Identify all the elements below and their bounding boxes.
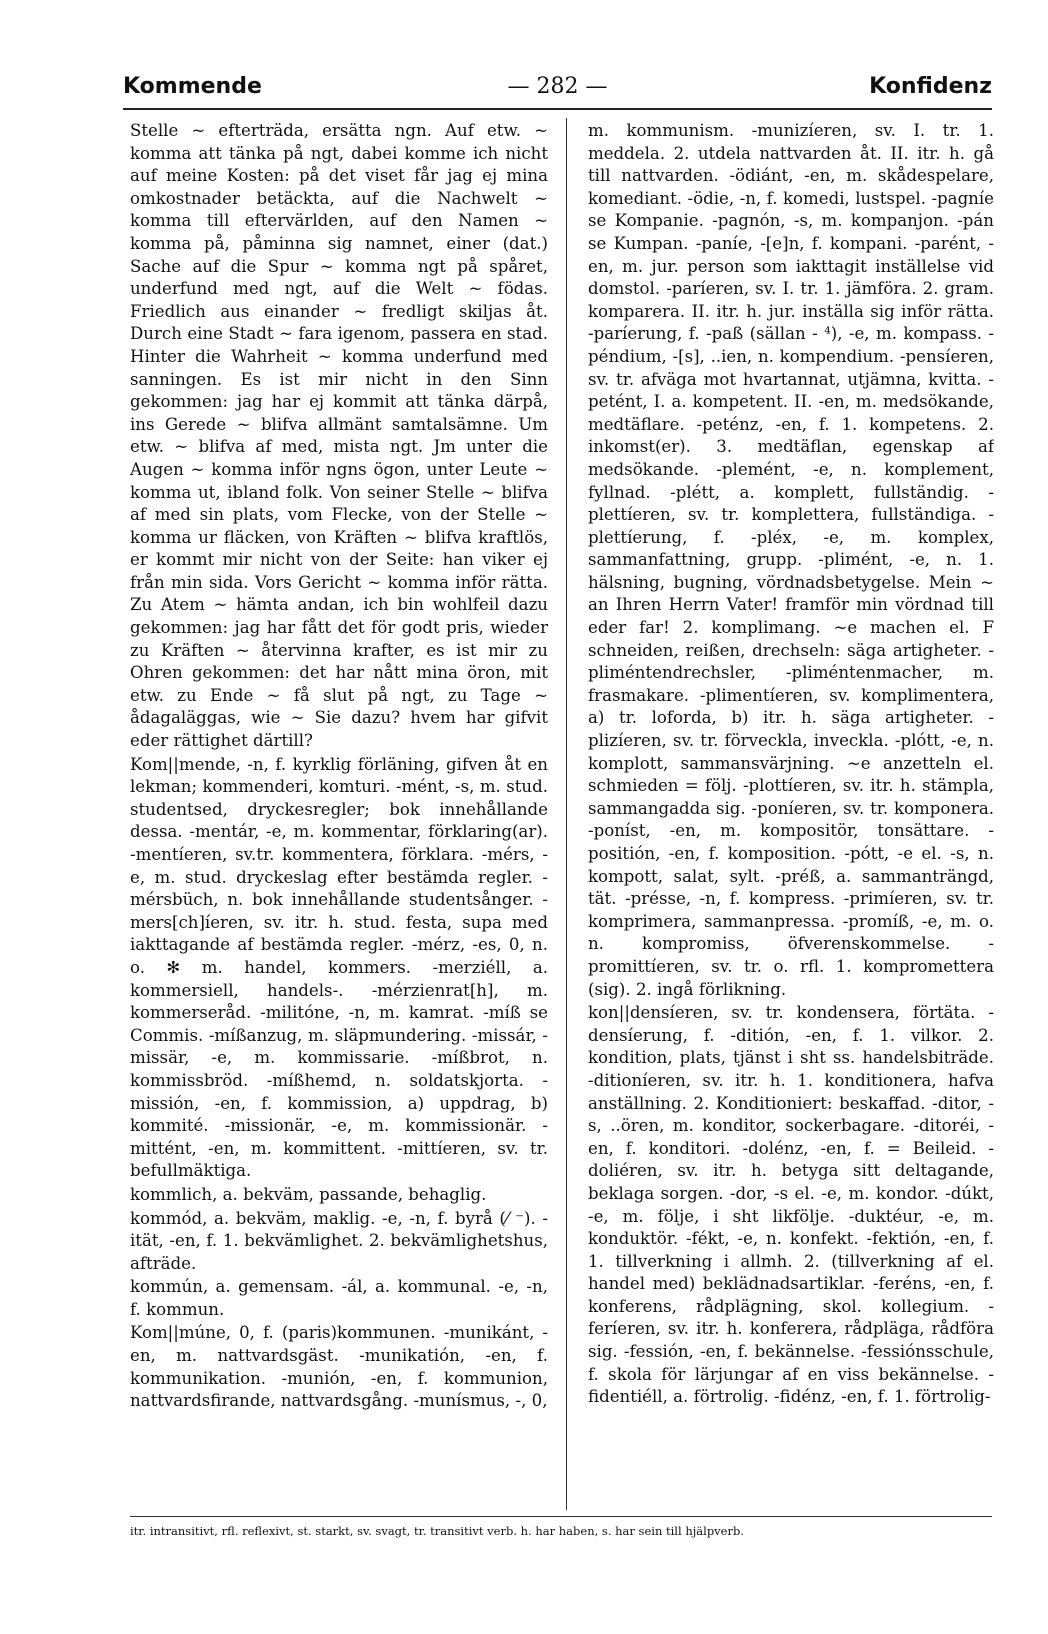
entry-paragraph: kommlich, a. bekväm, passande, behaglig. xyxy=(130,1184,487,1204)
page-header xyxy=(123,66,992,110)
header-rule xyxy=(123,108,992,110)
page-number: — 282 — xyxy=(507,74,608,99)
entry-paragraph: kon||densíeren, sv. tr. kondensera, förtäta. -densíerung, f. -ditión, -en, f. 1. vilkor. 2. kondition, plats, tjänst i sht ss. handelsbiträde. -ditioníeren, sv. itr. h. 1. konditionera, hafva anställning. 2. Konditioniert: beskaffad. -ditor, -s, ..ören, m. konditor, sockerbagare. -ditoréi, -en, f. konditori. -dolénz, -en, f. = Beileid. -doliéren, sv. itr. h. betyga sitt deltagande, beklaga sorgen. -dor, -s el. -e, m. kondor. -dúkt, -e, m. följe, i sht likfölje. -duktéur, -e, m. konduktör. -fékt, -e, n. konfekt. -fektión, -en, f. 1. tillverkning i allmh. 2. (tillverkning af el. handel med) beklädnadsartiklar. -feréns, -en, f. konferens, rådplägning, skol. kollegium. -feríeren, sv. itr. h. konferera, rådpläga, rådföra sig. -fessión, -en, f. bekännelse. -fessiónsschule, f. skola för lärjungar af en viss bekännelse. -fidentiéll, a. förtrolig. -fidénz, -en, f. 1. förtrolig- xyxy=(588,1003,994,1407)
entry-paragraph: Stelle ~ efterträda, ersätta ngn. Auf etw. ~ komma att tänka på ngt, dabei komme ich nicht auf meine Kosten: på det viset får jag ej mina omkostnader betäckta, auf die Nachwelt ~ komma till eftervärlden, auf den Namen ~ komma på, påminna sig namnet, einer (dat.) Sache auf die Spur ~ komma ngt på spåret, underfund med ngt, auf die Welt ~ födas. Friedlich aus einander ~ fredligt skiljas åt. Durch eine Stadt ~ fara igenom, passera en stad. Hinter die Wahrheit ~ komma underfund med sanningen. Es ist mir nicht in den Sinn gekommen: jag har ej kommit att tänka därpå, ins Gerede ~ blifva allmänt samtalsämne. Um etw. ~ blifva af med, mista ngt. Jm unter die Augen ~ komma inför ngns ögon, unter Leute ~ komma ut, ibland folk. Von seiner Stelle ~ blifva af med sin plats, vom Flecke, von der Stelle ~ komma ur fläcken, von Kräften ~ blifva kraftlös, er kommt mir nicht von der Seite: han viker ej från min sida. Vors Gericht ~ komma inför rätta. Zu Atem ~ hämta andan, ich bin wohlfeil dazu gekommen: jag har fått det för godt pris, wieder zu Kräften ~ återvinna krafter, es ist mir zu Ohren gekommen: det har nått mina öron, mit etw. zu Ende ~ få slut på ngt, zu Tage ~ ådagaläggas, wie ~ Sie dazu? hvem har gifvit eder rättighet därtill? xyxy=(130,121,548,751)
entry-paragraph: kommún, a. gemensam. -ál, a. kommunal. -e, -n, f. kommun. xyxy=(130,1277,548,1319)
entry-paragraph: kommód, a. bekväm, maklig. -e, -n, f. byrå (⁄ ⁻). -ität, -en, f. 1. bekvämlighet. 2. bekvämlighetshus, afträde. xyxy=(130,1208,548,1273)
right-column xyxy=(588,120,994,1508)
header-right-guide-word: Konfidenz xyxy=(869,74,992,99)
entry-paragraph: m. kommunism. -munizíeren, sv. I. tr. 1. meddela. 2. utdela nattvarden åt. II. itr. h. gå till nattvarden. -ödiánt, -en, m. skådespelare, komediant. -ödie, -n, f. komedi, lustspel. -pagníe se Kompanie. -pagnón, -s, m. kompanjon. -pán se Kumpan. -paníe, -[e]n, f. kompani. -parént, -en, m. jur. person som iakttagit inställelse vid domstol. -paríeren, sv. I. tr. 1. jämföra. 2. gram. komparera. II. itr. h. jur. inställa sig inför rätta. -paríerung, f. -paß (sällan - ⁴), -e, m. kompass. -péndium, -[s], ..ien, n. kompendium. -pensíeren, sv. tr. afväga mot hvartannat, utjämna, kvitta. -petént, I. a. kompetent. II. -en, m. medsökande, medtäflare. -peténz, -en, f. 1. kompetens. 2. inkomst(er). 3. medtäflan, egenskap af medsökande. -plemént, -e, n. komplement, fyllnad. -plétt, a. komplett, fullständig. -plettíeren, sv. tr. komplettera, fullständiga. -plettíerung, f. -pléx, -e, m. komplex, sammanfattning, grupp. -plimént, -e, n. 1. hälsning, bugning, vördnadsbetygelse. Mein ~ an Ihren Herrn Vater! framför min vördnad till eder far! 2. komplimang. ~e machen el. F schneiden, reißen, drechseln: säga artigheter. -pliméntendrechsler, -pliméntenmacher, m. frasmakare. -plimentíeren, sv. komplimentera, a) tr. loforda, b) itr. h. säga artigheter. -plizíeren, sv. tr. förveckla, inveckla. -plótt, -e, n. komplott, sammansvärjning. ~e anzetteln el. schmieden = följ. -plottíeren, sv. itr. h. stämpla, sammangadda sig. -poníeren, sv. tr. komponera. -poníst, -en, m. kompositör, tonsättare. -positión, -en, f. komposition. -pótt, -e el. -s, n. kompott, salat, sylt. -préß, a. sammanträngd, tät. -présse, -n, f. kompress. -primíeren, sv. tr. komprimera, sammanpressa. -promíß, -e, m. o. n. kompromiss, öfverenskommelse. -promittíeren, sv. tr. o. rfl. 1. kompromettera (sig). 2. ingå förlikning. xyxy=(588,121,994,999)
header-left-guide-word: Kommende xyxy=(123,74,262,99)
abbreviation-footer: itr. intransitivt, rfl. reflexivt, st. starkt, sv. svagt, tr. transitivt verb. h. har haben, s. har sein till hjälpverb. xyxy=(130,1524,744,1538)
entry-paragraph: Kom||múne, 0, f. (paris)kommunen. -munikánt, -en, m. nattvardsgäst. -munikatión, -en, f. kommunikation. -munión, -en, f. kommunion, nattvardsfirande, nattvardsgång. -munísmus, -, 0, xyxy=(130,1323,548,1411)
footer-rule xyxy=(130,1516,992,1517)
column-divider xyxy=(566,118,567,1510)
entry-paragraph: Kom||mende, -n, f. kyrklig förläning, gifven åt en lekman; kommenderi, komturi. -mént, -s, m. stud. studentsed, dryckesregler; bok innehållande dessa. -mentár, -e, m. kommentar, förklaring(ar). -mentíeren, sv.tr. kommentera, förklara. -mérs, -e, m. stud. dryckeslag efter bestämda regler. -mérsbüch, n. bok innehållande studentsånger. -mers[ch]íeren, sv. itr. h. stud. festa, supa med iakttagande af bestämda regler. -mérz, -es, 0, n. o. ✻ m. handel, kommers. -merziéll, a. kommersiell, handels-. -mérzienrat[h], m. kommerseråd. -militóne, -n, m. kamrat. -míß se Commis. -míßanzug, m. släpmundering. -missár, -missär, -e, m. kommissarie. -míßbrot, n. kommissbröd. -míßhemd, n. soldatskjorta. -missión, -en, f. kommission, a) uppdrag, b) kommité. -missionär, -e, m. kommissionär. -mittént, -en, m. kommittent. -mittíeren, sv. tr. befullmäktiga. xyxy=(130,754,548,1181)
left-column xyxy=(130,120,548,1508)
